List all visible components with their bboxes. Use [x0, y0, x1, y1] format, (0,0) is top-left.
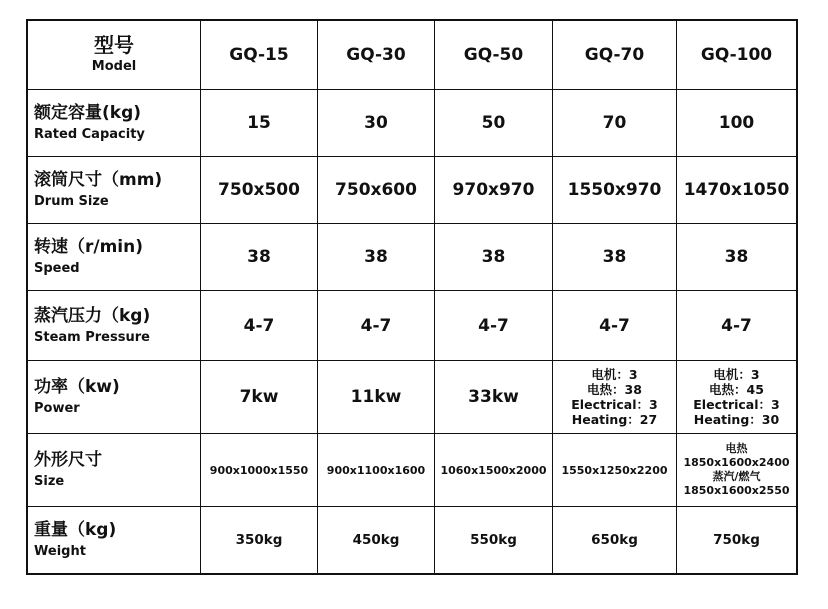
table-cell: 30 [318, 90, 435, 156]
table-cell: 4-7 [553, 291, 677, 360]
spec-table [26, 19, 798, 575]
size-line: 蒸汽/燃气 [712, 470, 761, 483]
table-cell-multiline [553, 361, 677, 433]
row-label-en: Steam Pressure [34, 329, 150, 345]
power-line: 电热：38 [587, 382, 642, 397]
table-cell: 15 [201, 90, 318, 156]
model-label-zh: 型号 [94, 33, 134, 57]
table-cell: 38 [553, 224, 677, 290]
table-cell: 100 [718, 113, 755, 133]
size-line: 1850x1600x2550 [683, 484, 790, 497]
row-label [28, 291, 201, 360]
table-row-power [28, 361, 796, 434]
table-cell: 4-7 [201, 291, 318, 360]
table-cell: 38 [318, 224, 435, 290]
table-row-rated-capacity [28, 90, 796, 157]
row-label-zh: 转速（r/min) [34, 237, 144, 257]
table-cell: 900x1000x1550 [201, 434, 318, 506]
row-label-zh: 重量（kg) [34, 520, 117, 540]
table-cell: 38 [724, 247, 749, 267]
table-cell: 70 [553, 90, 677, 156]
table-cell: 970x970 [435, 157, 553, 223]
table-cell-multiline [677, 361, 796, 433]
power-line: 电机：3 [713, 367, 760, 382]
row-label [28, 90, 201, 156]
row-label-zh: 蒸汽压力（kg) [34, 305, 151, 326]
row-label-en: Power [34, 401, 80, 416]
table-cell: 1060x1500x2000 [435, 434, 553, 506]
table-cell: 11kw [318, 361, 435, 433]
row-label [28, 224, 201, 290]
model-label-en: Model [91, 59, 137, 74]
row-label-en: Speed [34, 261, 80, 276]
model-gq15: GQ-15 [201, 21, 318, 89]
table-row-steam-pressure [28, 291, 796, 361]
row-label [28, 361, 201, 433]
row-label-zh: 滚筒尺寸（mm) [34, 170, 163, 190]
table-row-weight [28, 507, 796, 573]
power-line: Heating：30 [693, 412, 780, 427]
row-label [28, 434, 201, 506]
table-cell: 4-7 [435, 291, 553, 360]
power-line: Heating：27 [571, 412, 658, 427]
table-cell: 4-7 [318, 291, 435, 360]
model-gq100: GQ-100 [700, 45, 773, 65]
table-cell: 38 [201, 224, 318, 290]
row-label [28, 507, 201, 573]
size-line: 电热 [725, 442, 748, 455]
power-line: Electrical：3 [693, 397, 780, 412]
table-cell: 1470x1050 [683, 180, 790, 200]
row-label [28, 157, 201, 223]
power-line: Electrical：3 [571, 397, 658, 412]
model-header-cell [28, 21, 201, 89]
row-label-en: Size [34, 474, 65, 489]
table-cell: 750x500 [201, 157, 318, 223]
row-label-zh: 外形尺寸 [34, 450, 102, 470]
power-line: 电热：45 [709, 382, 764, 397]
model-gq70: GQ-70 [553, 21, 677, 89]
table-cell: 33kw [435, 361, 553, 433]
table-cell: 650kg [553, 507, 677, 573]
row-label-zh: 额定容量(kg) [34, 103, 142, 123]
table-header-row [28, 21, 796, 90]
table-cell: 4-7 [721, 315, 752, 336]
row-label-en: Drum Size [34, 194, 109, 209]
table-cell: 900x1100x1600 [318, 434, 435, 506]
model-gq50: GQ-50 [435, 21, 553, 89]
row-label-zh: 功率（kw) [34, 377, 120, 397]
model-gq30: GQ-30 [318, 21, 435, 89]
table-cell-multiline [677, 434, 796, 506]
table-cell: 550kg [435, 507, 553, 573]
table-cell: 450kg [318, 507, 435, 573]
table-row-size [28, 434, 796, 507]
row-label-en: Rated Capacity [34, 127, 145, 142]
table-cell: 7kw [201, 361, 318, 433]
table-row-drum-size [28, 157, 796, 224]
table-cell: 750x600 [318, 157, 435, 223]
table-cell: 350kg [201, 507, 318, 573]
row-label-en: Weight [34, 544, 86, 559]
table-cell: 750kg [713, 532, 760, 548]
table-cell: 1550x1250x2200 [553, 434, 677, 506]
power-line: 电机：3 [591, 367, 638, 382]
table-cell: 50 [435, 90, 553, 156]
size-line: 1850x1600x2400 [683, 456, 790, 469]
table-row-speed [28, 224, 796, 291]
table-cell: 1550x970 [553, 157, 677, 223]
table-cell: 38 [435, 224, 553, 290]
